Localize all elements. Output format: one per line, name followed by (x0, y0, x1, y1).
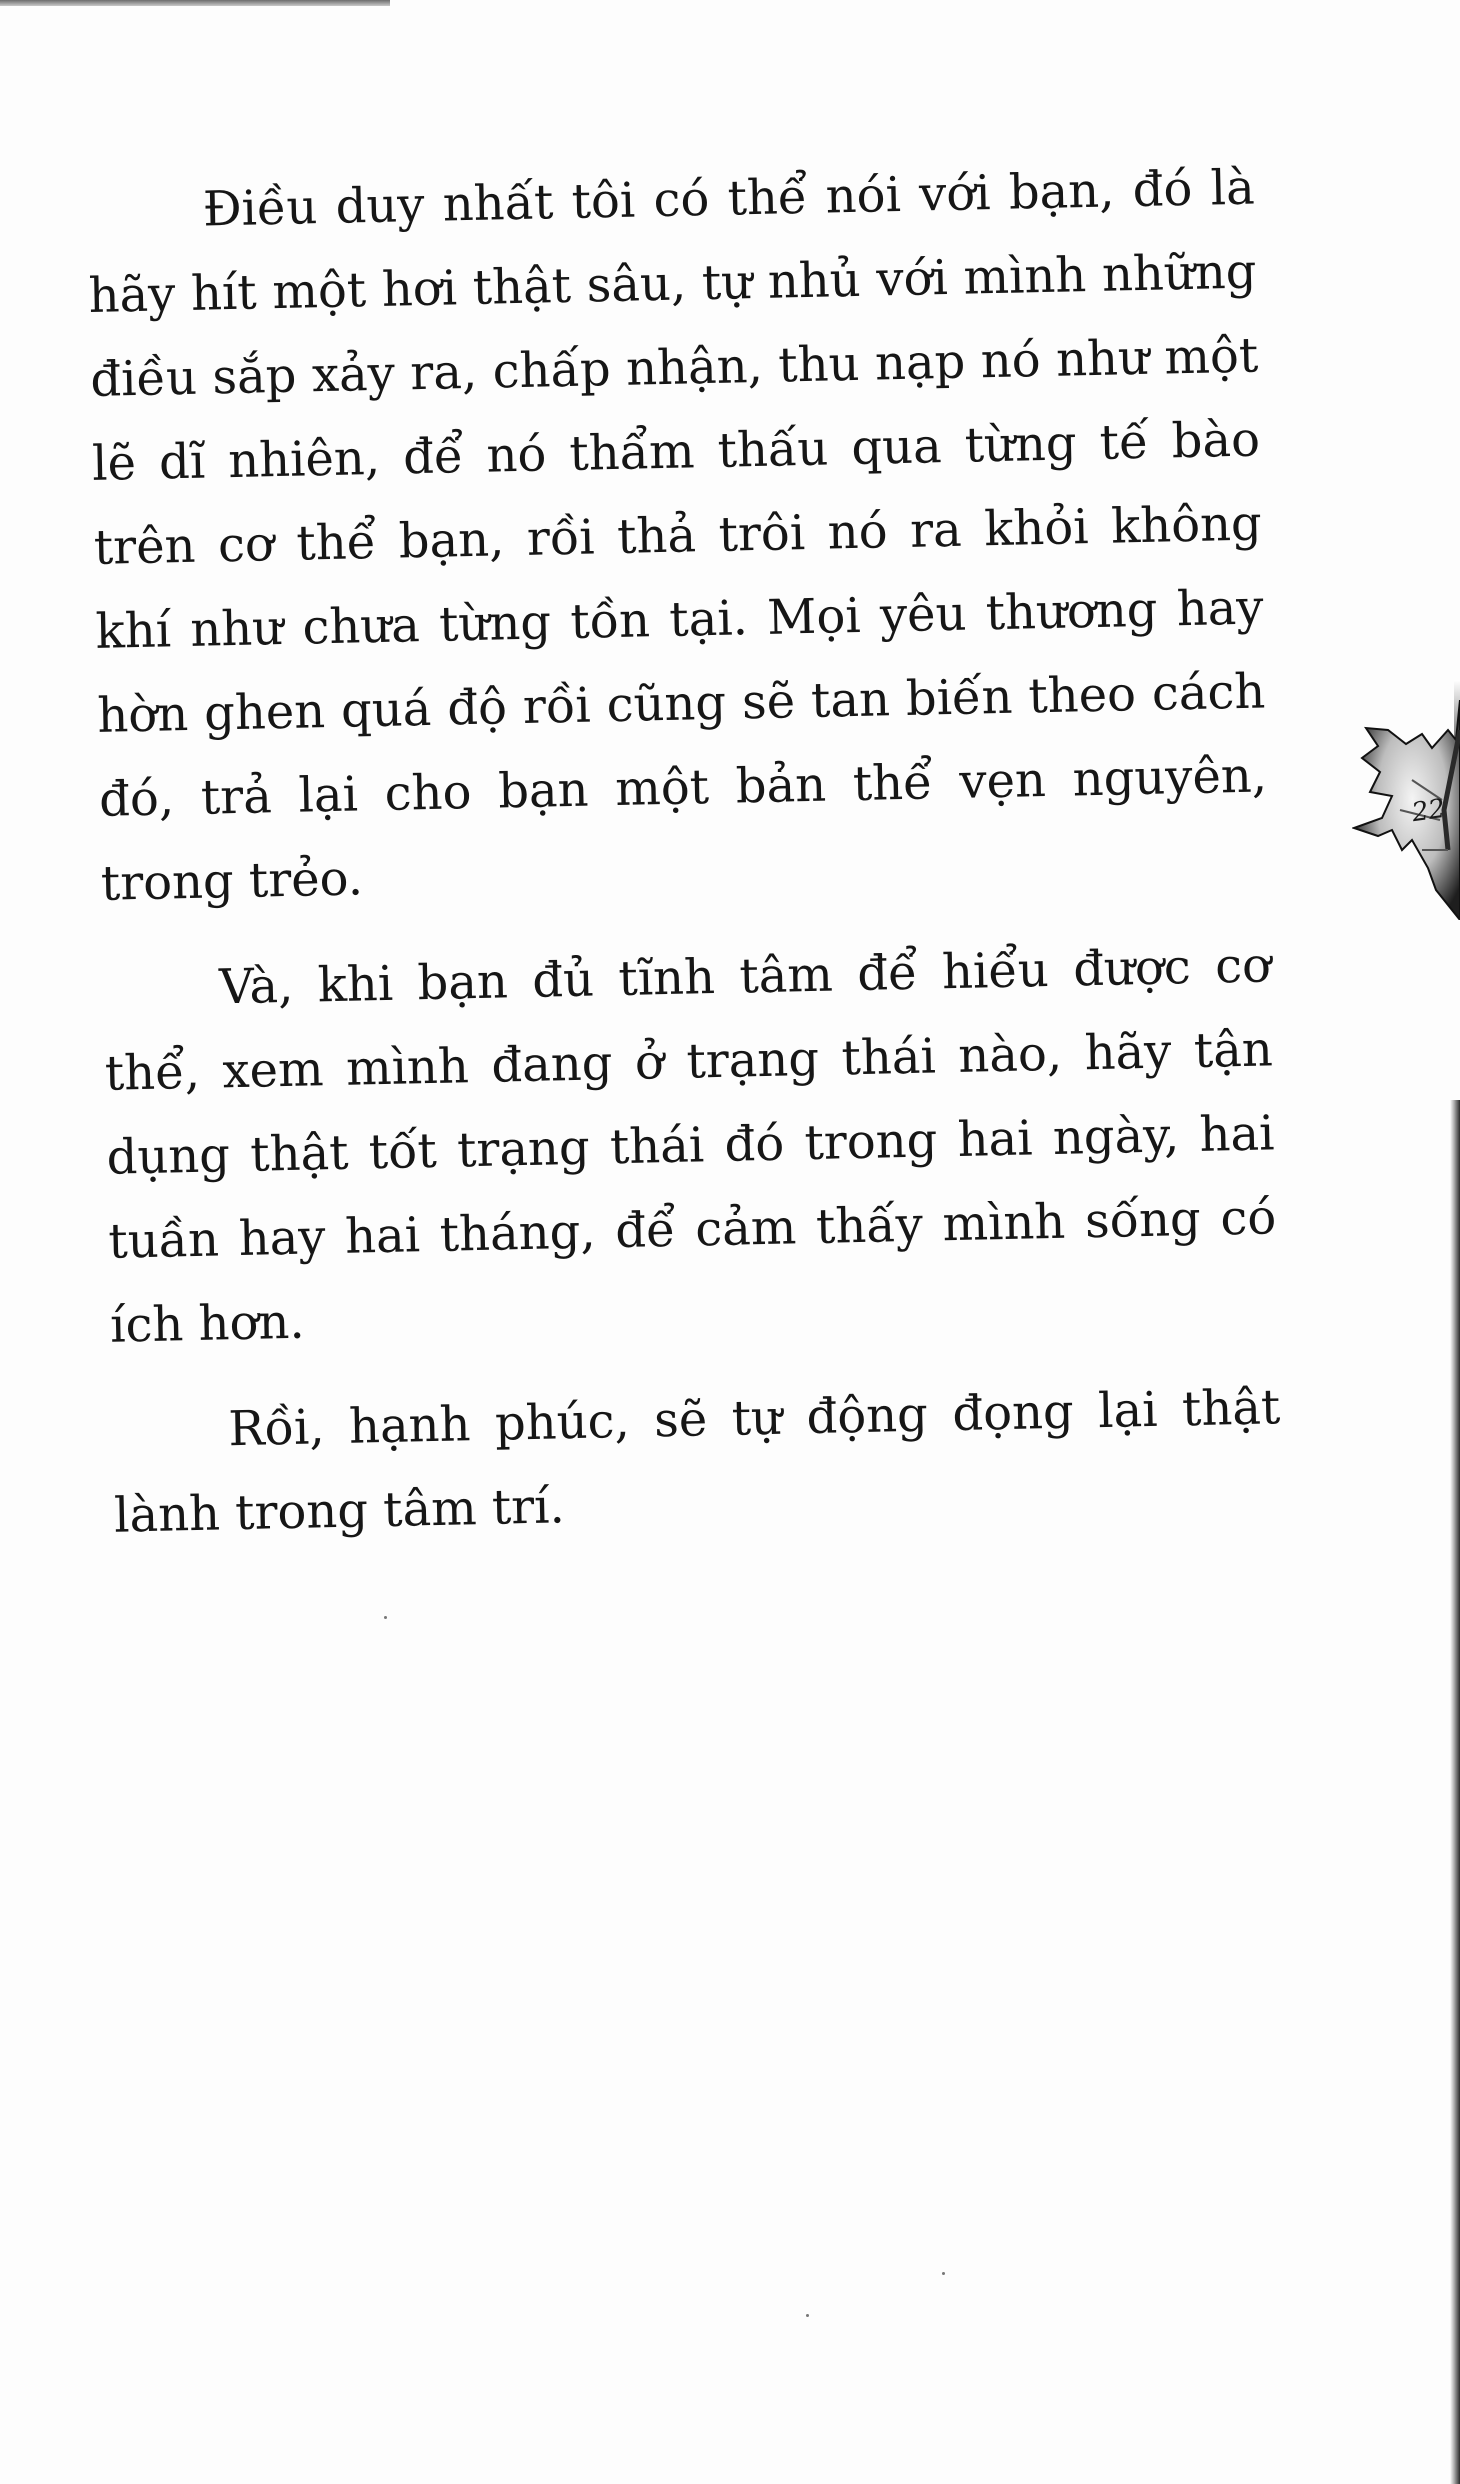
body-text (86, 146, 1283, 1558)
paragraph-3: Rồi, hạnh phúc, sẽ tự động đọng lại thật lành trong tâm trí. (113, 1379, 1281, 1544)
page-binding-edge (1450, 1100, 1460, 2484)
page-top-edge (0, 0, 390, 6)
paragraph-1: Điều duy nhất tôi có thể nói với bạn, đó là hãy hít một hơi thật sâu, tự nhủ với mình những điều sắp xảy ra, chấp nhận, thu nạp nó như một lẽ dĩ nhiên, để nó thẩm thấu qua từng tế bào trên cơ thể bạn, rồi thả trôi nó ra khỏi không khí như chưa từng tồn tại. Mọi yêu thương hay hờn ghen quá độ rồi cũng sẽ tan biến theo cách đó, trả lại cho bạn một bản thể vẹn nguyên, trong trẻo. (88, 159, 1268, 912)
speck (806, 2314, 809, 2317)
speck (942, 2272, 945, 2275)
speck (384, 1616, 387, 1619)
page-number: 22 (1410, 793, 1448, 829)
paragraph-2: Và, khi bạn đủ tĩnh tâm để hiểu được cơ thể, xem mình đang ở trạng thái nào, hãy tận dụng thật tốt trạng thái đó trong hai ngày, hai tuần hay hai tháng, để cảm thấy mình sống có ích hơn. (104, 937, 1277, 1354)
